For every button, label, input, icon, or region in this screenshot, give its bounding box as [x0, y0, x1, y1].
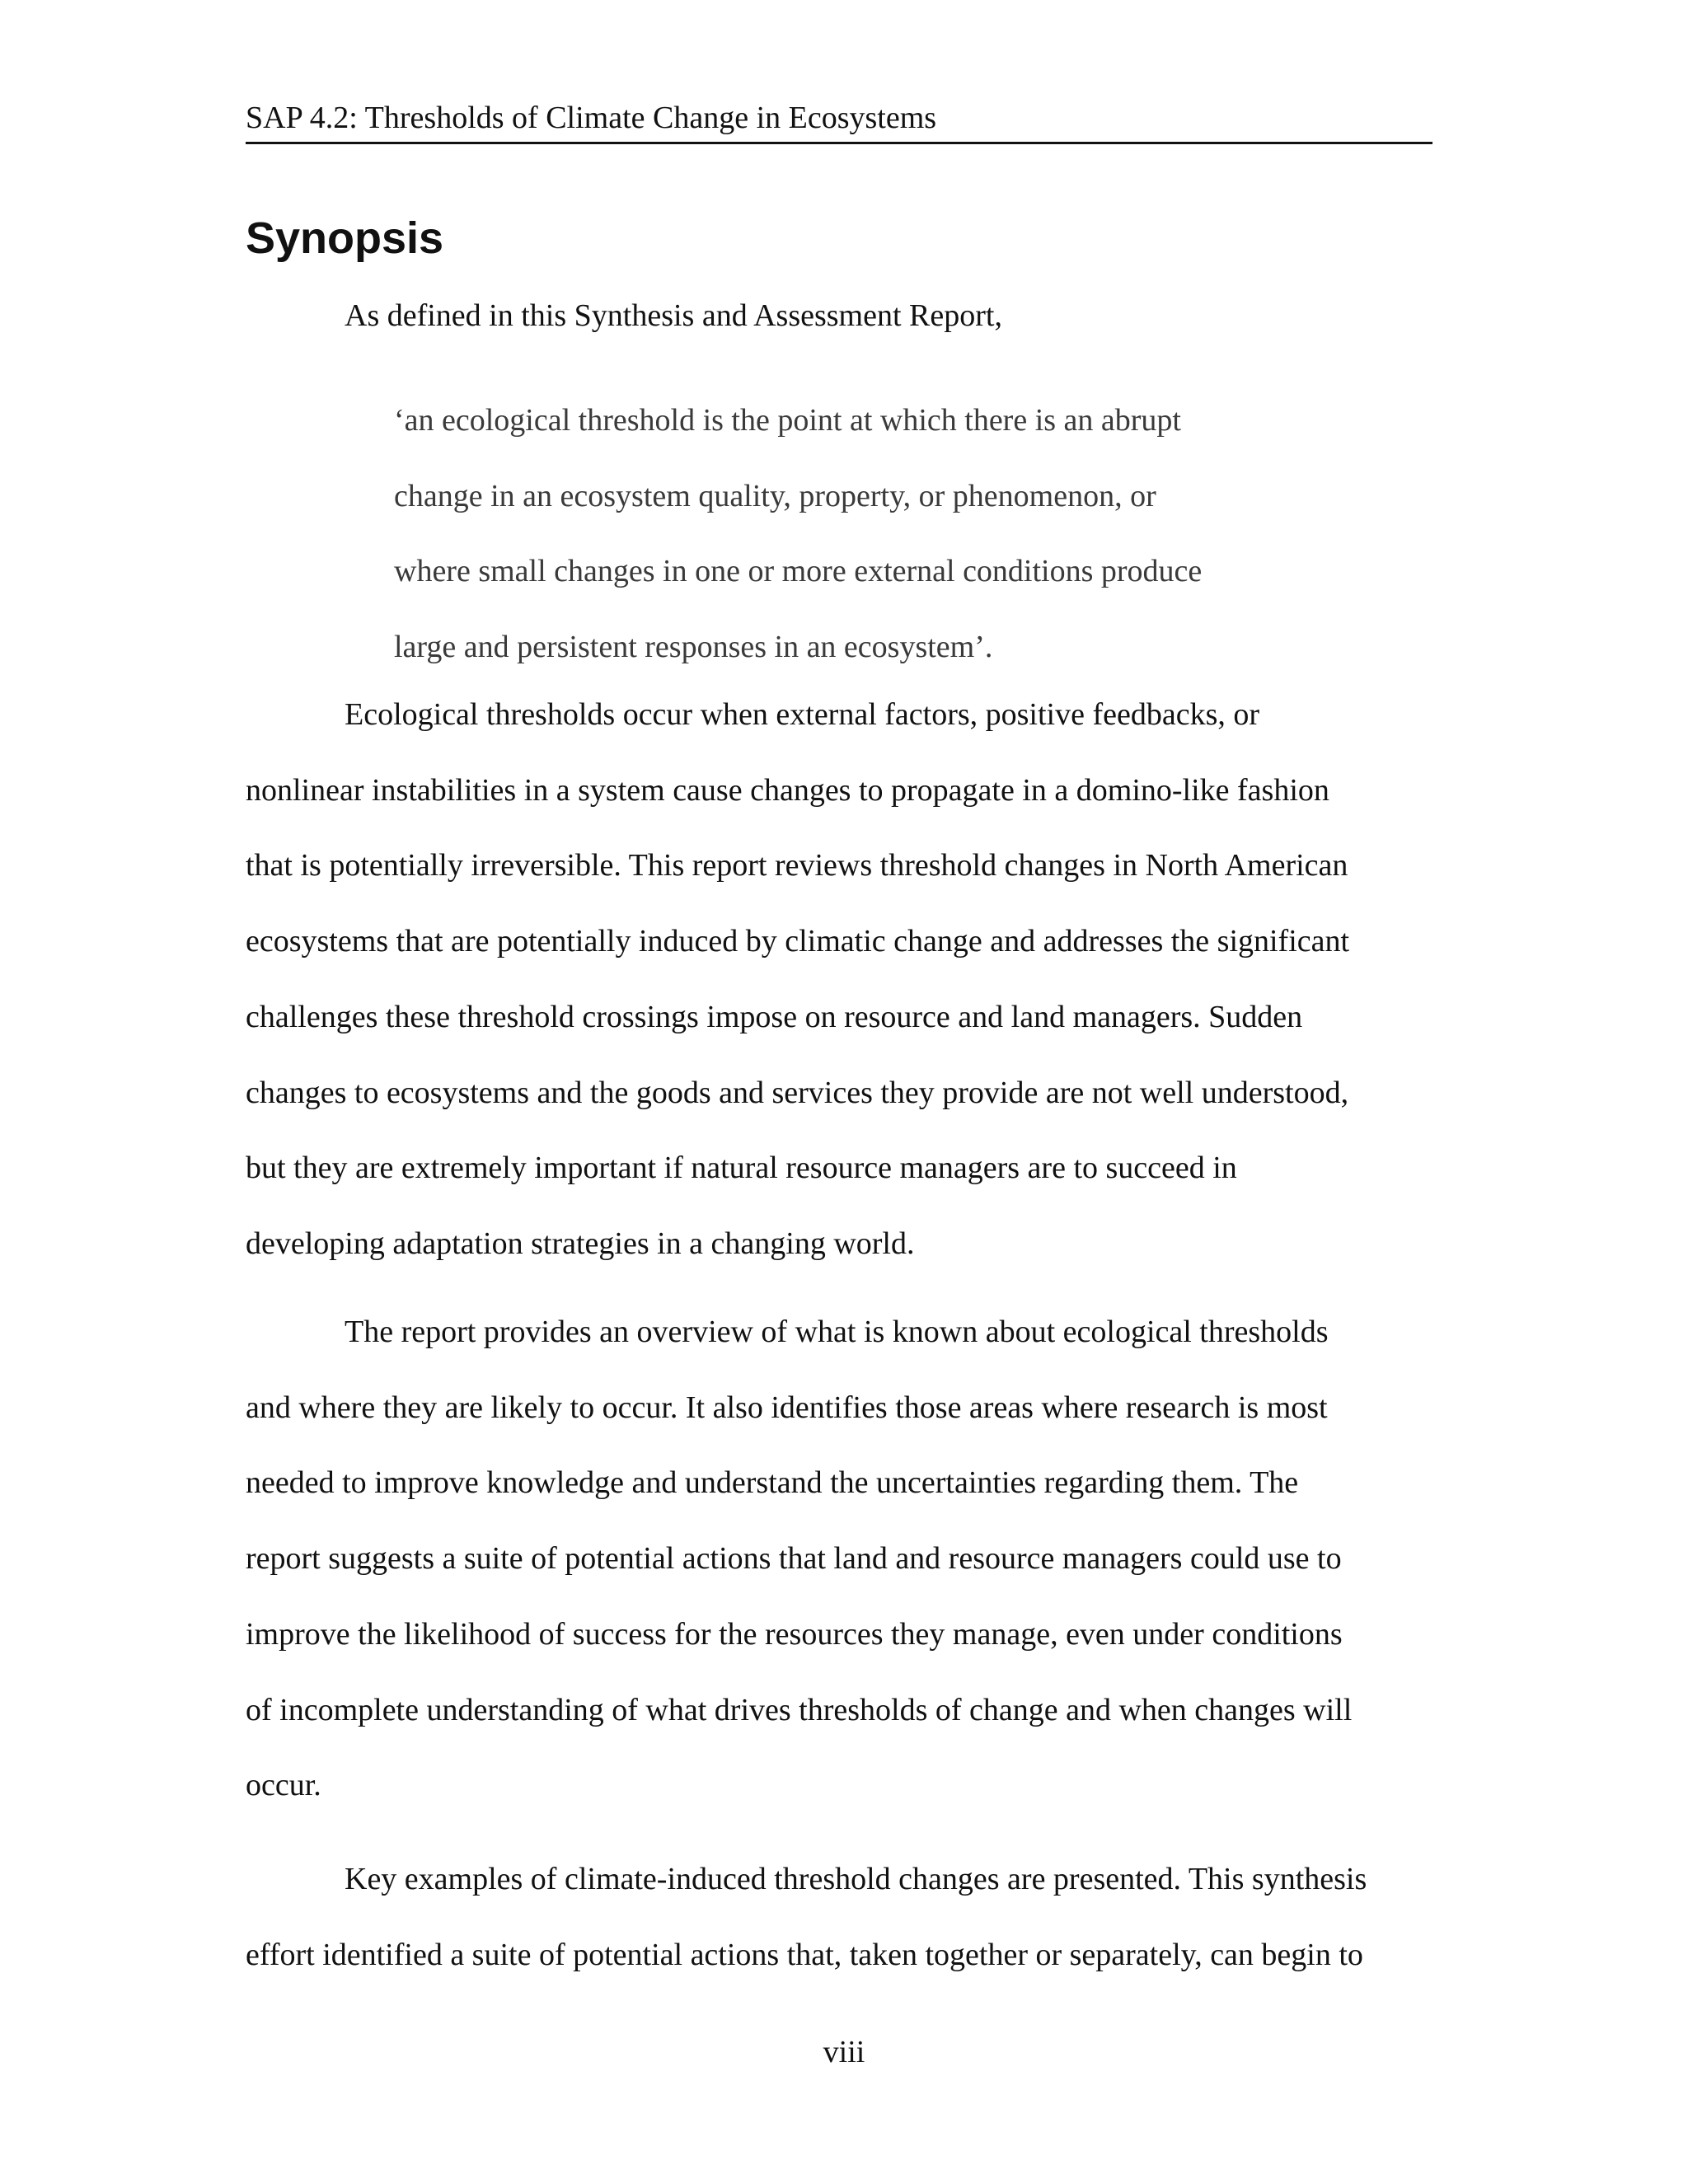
paragraph-key-examples: [246, 1842, 1449, 1993]
paragraph-line: effort identified a suite of potential actions that, taken together or separately, can begin to: [246, 1937, 1363, 1972]
paragraph-overview: [246, 1295, 1449, 1824]
quote-line: where small changes in one or more external conditions produce: [394, 554, 1203, 589]
paragraph-line: nonlinear instabilities in a system cause changes to propagate in a domino-like fashion: [246, 772, 1329, 808]
paragraph-line: The report provides an overview of what is known about ecological thresholds: [345, 1315, 1329, 1349]
paragraph-line: occur.: [246, 1768, 321, 1803]
page-number: viii: [823, 2035, 865, 2069]
paragraph-line: needed to improve knowledge and understand the uncertainties regarding them. The: [246, 1465, 1299, 1501]
paragraph-line: report suggests a suite of potential actions that land and resource managers could use to: [246, 1541, 1342, 1577]
paragraph-line: changes to ecosystems and the goods and services they provide are not well understood,: [246, 1075, 1349, 1110]
paragraph-line: that is potentially irreversible. This report reviews threshold changes in North American: [246, 848, 1348, 883]
quote-line: large and persistent responses in an ecosystem’.: [394, 630, 993, 665]
paragraph-thresholds: [246, 677, 1449, 1282]
running-header: SAP 4.2: Thresholds of Climate Change in Ecosystems: [246, 97, 1432, 144]
quote-line: change in an ecosystem quality, property, or phenomenon, or: [394, 478, 1156, 513]
intro-sentence: As defined in this Synthesis and Assessment Report,: [345, 298, 1002, 333]
paragraph-line: Key examples of climate-induced threshold changes are presented. This synthesis: [345, 1862, 1367, 1896]
paragraph-line: Ecological thresholds occur when external factors, positive feedbacks, or: [345, 697, 1260, 732]
paragraph-line: ecosystems that are potentially induced by climatic change and addresses the significant: [246, 924, 1350, 959]
paragraph-line: of incomplete understanding of what drives thresholds of change and when changes will: [246, 1692, 1353, 1727]
paragraph-line: developing adaptation strategies in a changing world.: [246, 1226, 915, 1261]
paragraph-line: challenges these threshold crossings impose on resource and land managers. Sudden: [246, 999, 1303, 1034]
section-title: Synopsis: [246, 213, 444, 263]
paragraph-line: and where they are likely to occur. It also identifies those areas where research is most: [246, 1390, 1328, 1425]
paragraph-line: but they are extremely important if natural resource managers are to succeed in: [246, 1151, 1237, 1186]
paragraph-line: improve the likelihood of success for the resources they manage, even under conditions: [246, 1616, 1343, 1652]
definition-quote: [394, 383, 1301, 686]
quote-line: ‘an ecological threshold is the point at which there is an abrupt: [394, 403, 1181, 438]
